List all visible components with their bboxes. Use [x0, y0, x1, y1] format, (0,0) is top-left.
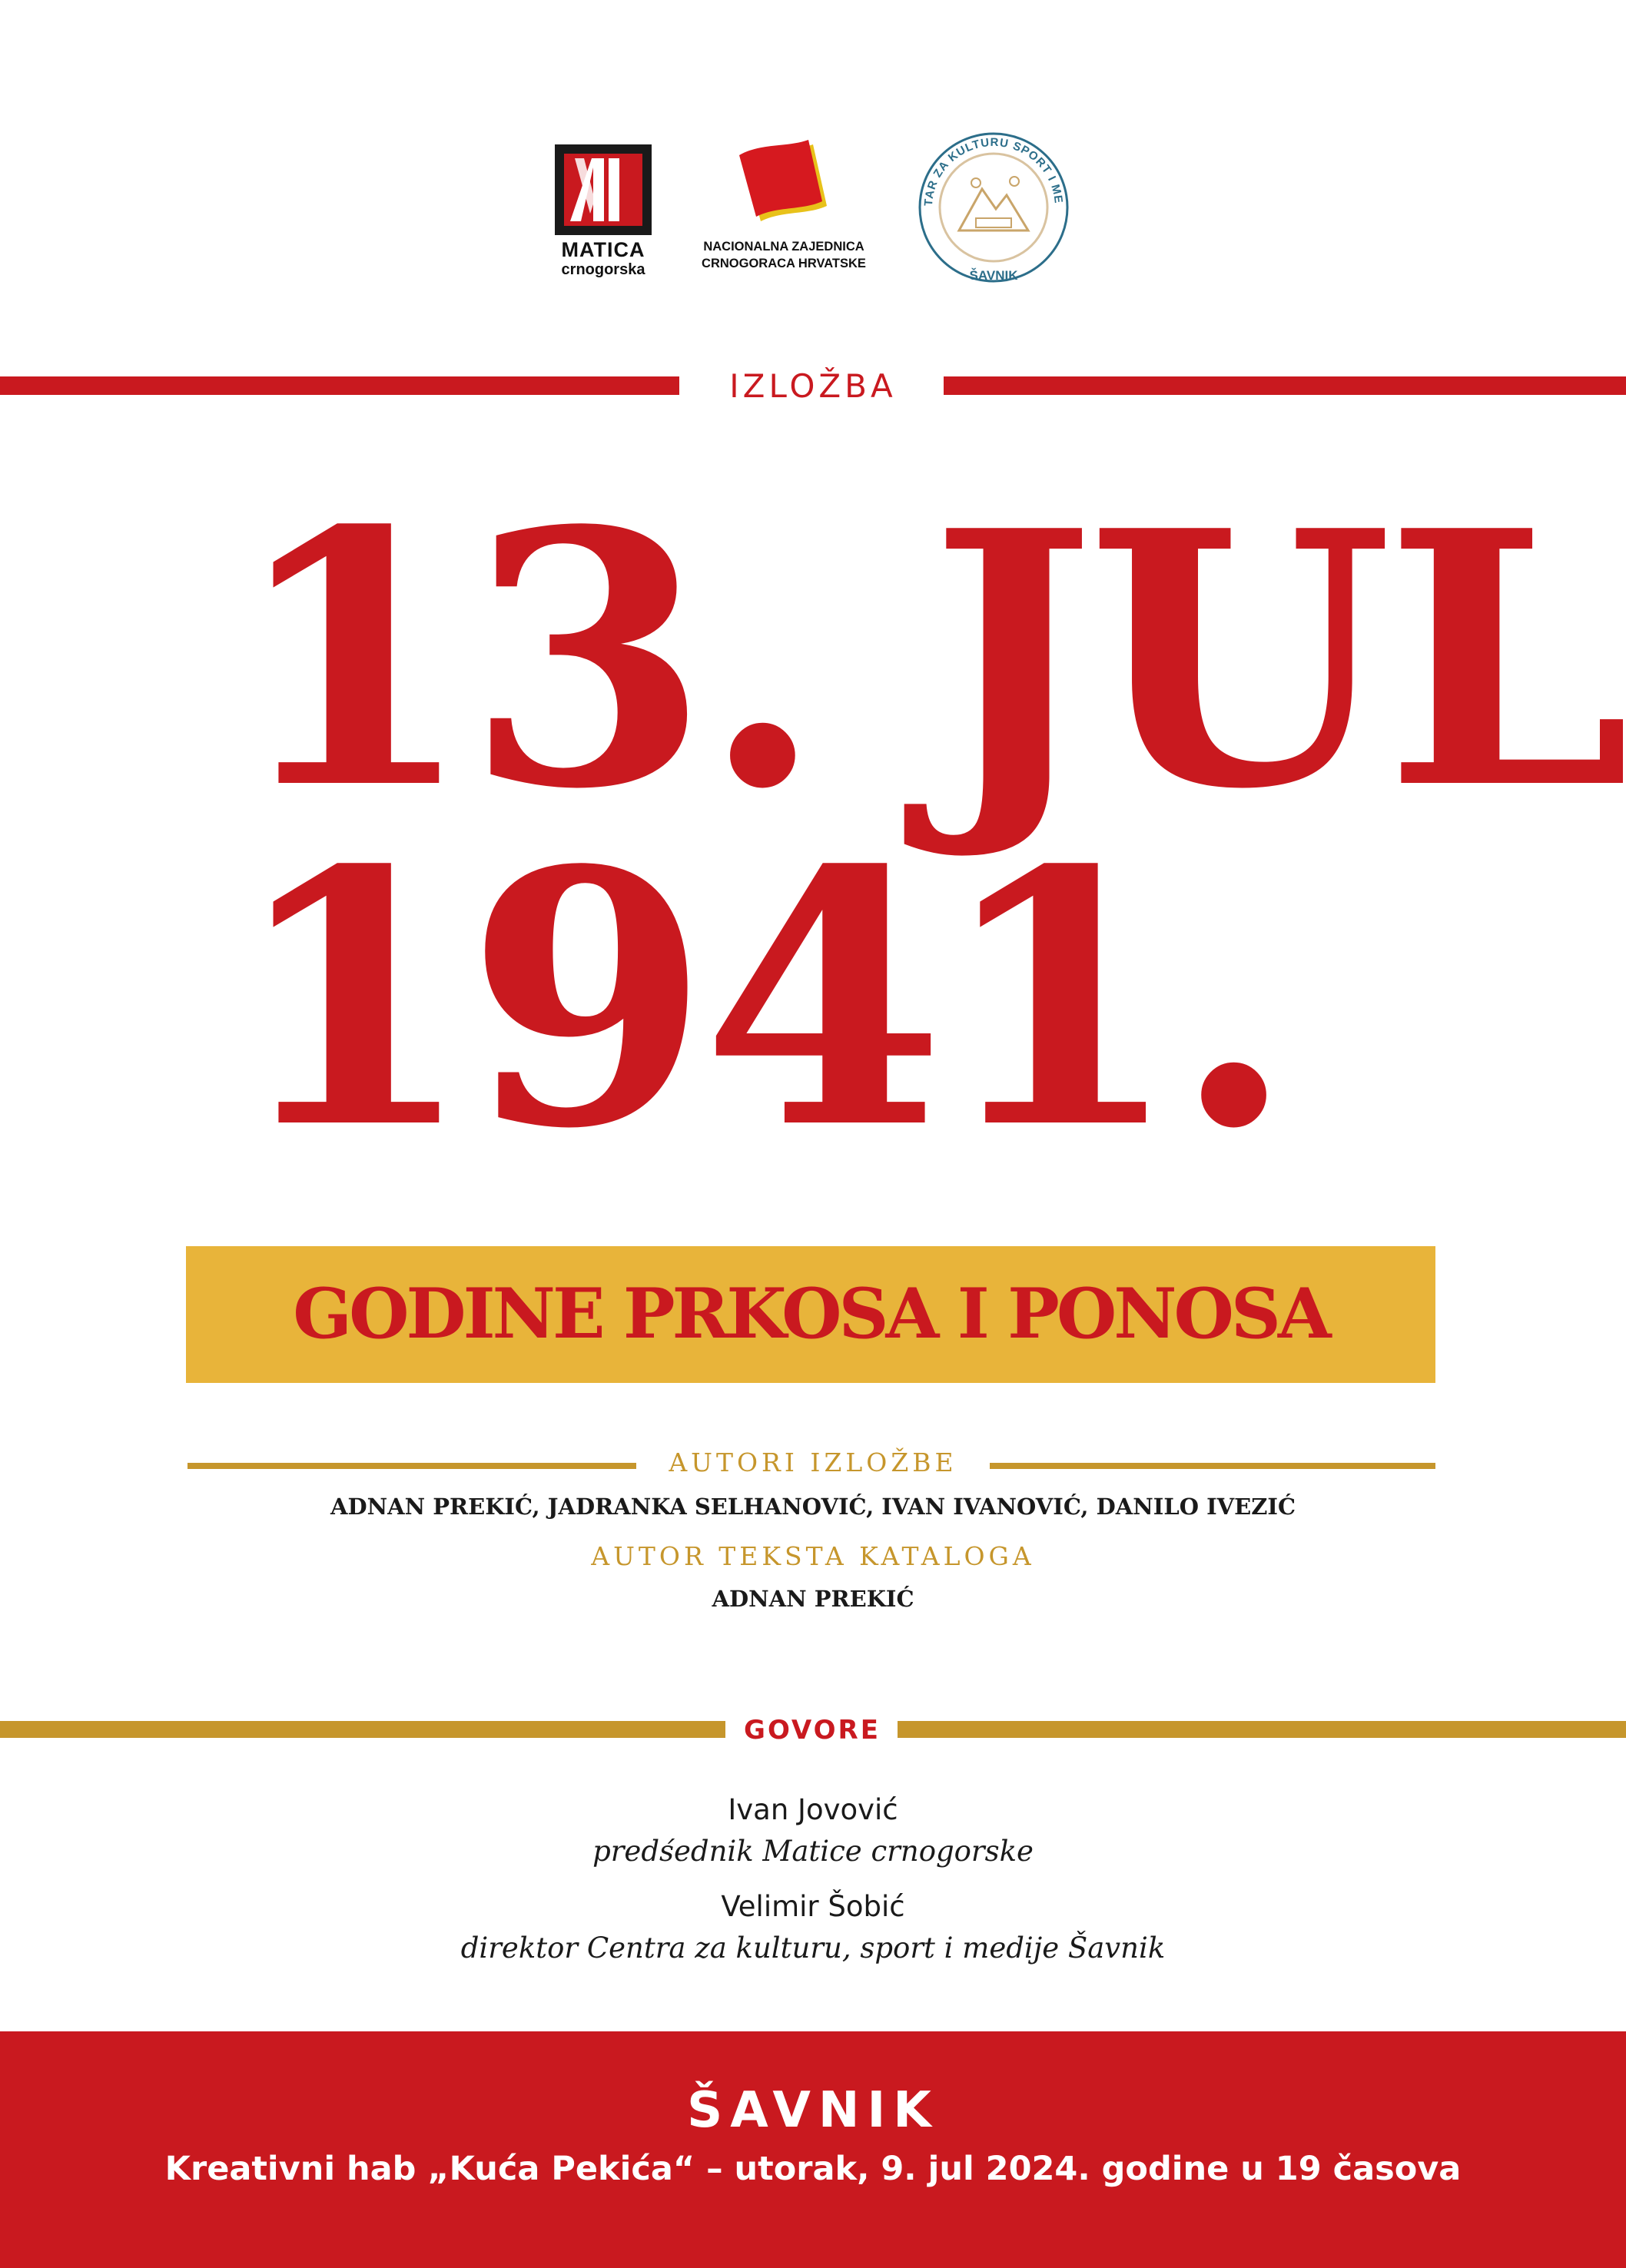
- cks-logo: [905, 123, 1082, 284]
- authors-list: ADNAN PREKIĆ, JADRANKA SELHANOVIĆ, IVAN IVANOVIĆ, DANILO IVEZIĆ: [330, 1494, 1296, 1520]
- matica-m-icon: [564, 154, 642, 226]
- nzch-logo: [692, 132, 876, 286]
- title-date: 13. JUL: [231, 456, 1623, 866]
- authors-label: AUTORI IZLOŽBE: [669, 1447, 957, 1477]
- catalog-label: AUTOR TEKSTA KATALOGA: [591, 1541, 1035, 1571]
- cks-ring-text: TAR ZA KULTURU SPORT I ME: [921, 135, 1065, 207]
- speaker-2-role: direktor Centra za kulturu, sport i medije Šavnik: [460, 1931, 1166, 1965]
- cks-bottom-text: ŠAVNIK: [969, 268, 1018, 283]
- catalog-author: ADNAN PREKIĆ: [712, 1586, 914, 1612]
- speakers-rule-right: [898, 1721, 1626, 1738]
- matica-emblem: [555, 144, 652, 235]
- matica-name: MATICA: [561, 238, 645, 261]
- title-year: 1941.: [231, 795, 1287, 1205]
- nzch-line1: NACIONALNA ZAJEDNICA: [703, 240, 864, 254]
- exhibition-label: IZLOŽBA: [729, 367, 897, 405]
- matica-subname: crnogorska: [561, 261, 645, 278]
- red-flag-icon: [692, 132, 876, 235]
- speakers-rule-left: [0, 1721, 725, 1738]
- speaker-2-name: Velimir Šobić: [721, 1890, 905, 1923]
- speaker-1-role: predśednik Matice crnogorske: [592, 1835, 1034, 1868]
- nzch-line2: CRNOGORACA HRVATSKE: [702, 257, 866, 270]
- footer-city: ŠAVNIK: [687, 2082, 939, 2139]
- cks-emblem-icon: [905, 123, 1082, 284]
- header-rule-right: [944, 376, 1626, 395]
- header-rule-left: [0, 376, 679, 395]
- authors-rule-right: [990, 1463, 1435, 1469]
- matica-logo: [555, 144, 652, 280]
- subtitle: GODINE PRKOSA I PONOSA: [293, 1273, 1329, 1354]
- footer-details: Kreativni hab „Kuća Pekića“ – utorak, 9. jul 2024. godine u 19 časova: [164, 2150, 1462, 2188]
- speakers-label: GOVORE: [744, 1715, 881, 1746]
- speaker-1-name: Ivan Jovović: [728, 1793, 898, 1826]
- authors-rule-left: [187, 1463, 636, 1469]
